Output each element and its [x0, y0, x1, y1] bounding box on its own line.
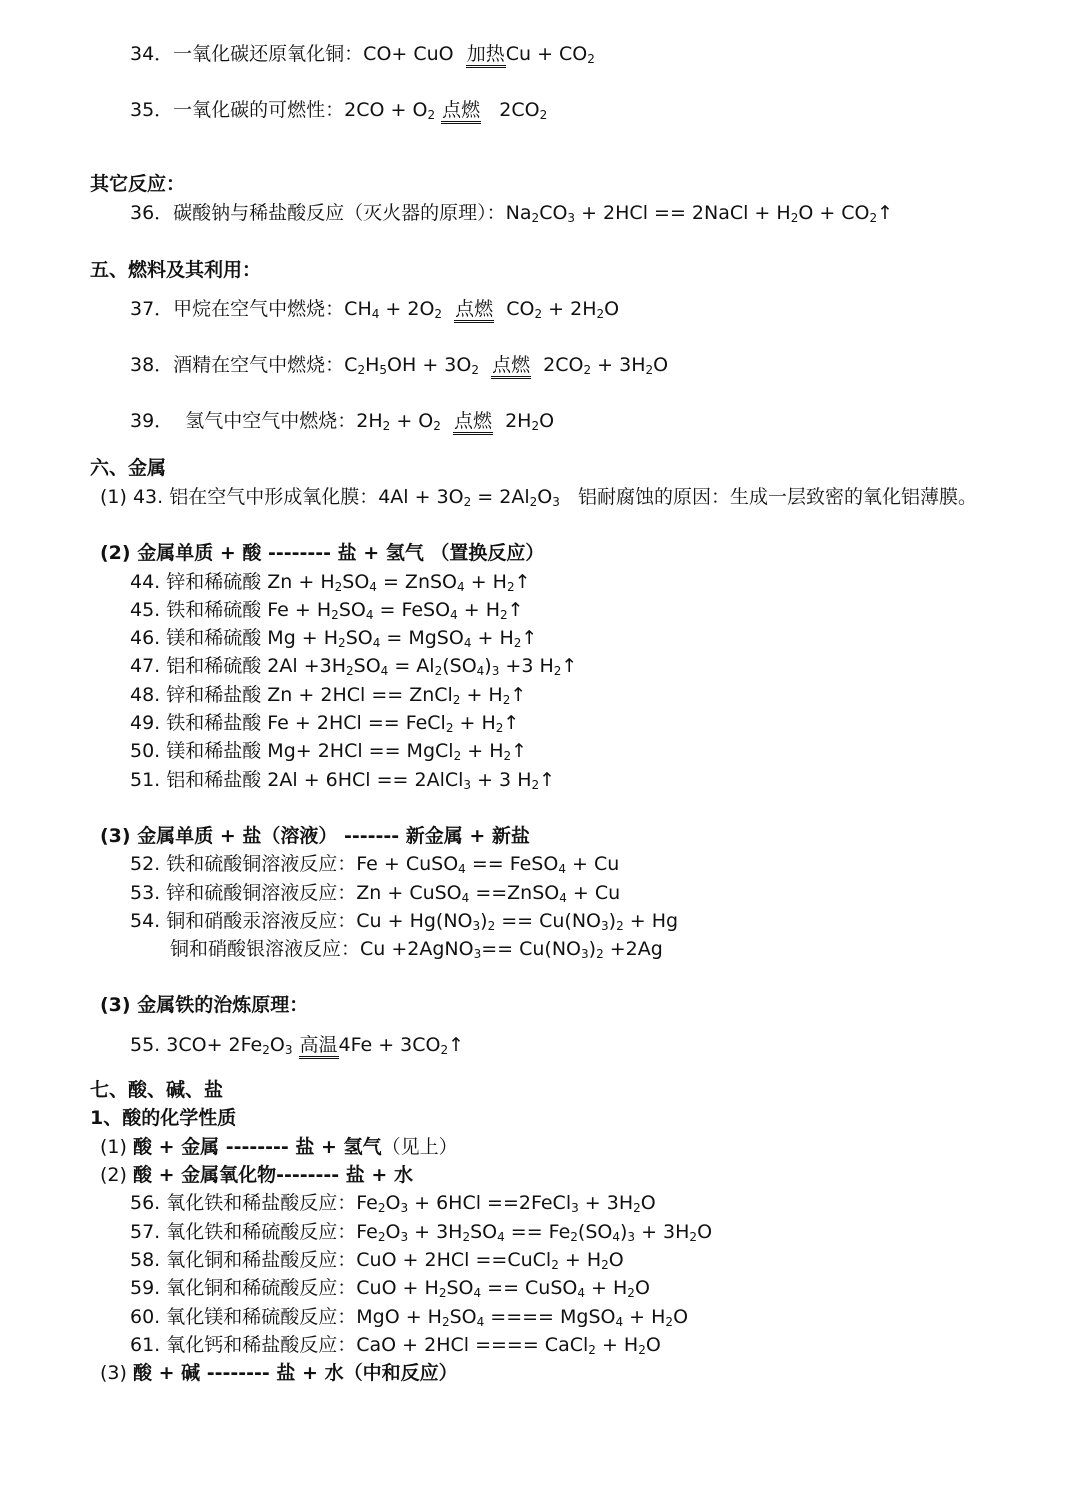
subscript: 2	[553, 664, 562, 678]
subscript: 4	[369, 580, 377, 594]
equation-line	[130, 1218, 712, 1246]
subscript: 2	[869, 211, 878, 225]
subscript: 3	[567, 211, 576, 225]
subscript: 2	[338, 636, 346, 650]
subscript: 2	[377, 1201, 386, 1215]
text-run: ↑	[510, 684, 527, 706]
text-run: 酸 + 金属 -------- 盐 + 氢气	[132, 1136, 382, 1158]
text-run: (3) 金属单质 + 盐（溶液） ------- 新金属 + 新盐	[100, 825, 530, 847]
text-run: 56. 氧化铁和稀盐酸反应：Fe	[130, 1192, 378, 1214]
text-run: + H	[585, 1277, 628, 1299]
subscript: 2	[513, 636, 522, 650]
equation-line	[130, 199, 893, 227]
reaction-condition: 加热	[466, 43, 506, 68]
subscript: 3	[472, 919, 481, 933]
text-run: 酸 + 金属氧化物-------- 盐 + 水	[132, 1164, 413, 1186]
text-run: OH + 3O	[387, 354, 472, 376]
text-run: = ZnSO	[376, 571, 458, 593]
text-run: )	[480, 910, 488, 932]
text-run: O	[269, 1034, 285, 1056]
equation-line	[130, 407, 554, 435]
text-run: 38．酒精在空气中燃烧：C	[130, 354, 358, 376]
subscript: 2	[583, 363, 592, 377]
text-run: 37．甲烷在空气中燃烧：CH	[130, 298, 372, 320]
text-run: 58. 氧化铜和稀盐酸反应：CuO + 2HCl ==CuCl	[130, 1249, 552, 1271]
subscript: 2	[346, 664, 354, 678]
subscript: 4	[615, 1315, 624, 1329]
subscript: 4	[473, 1286, 482, 1300]
text-run: 七、酸、碱、盐	[90, 1079, 224, 1101]
subscript: 2	[627, 1286, 635, 1300]
text-run: (SO	[442, 655, 477, 677]
text-run: 2H	[493, 410, 532, 432]
text-run: 34．一氧化碳还原氧化铜：CO+ CuO	[130, 43, 466, 65]
text-run: 36．碳酸钠与稀盐酸反应（灭火器的原理）：Na	[130, 202, 532, 224]
text-run	[441, 410, 453, 432]
equation-line	[130, 709, 519, 737]
equation-line	[130, 1246, 624, 1274]
text-run: 2CO	[531, 354, 584, 376]
subscript: 2	[441, 1315, 450, 1329]
text-run: ↑	[877, 202, 894, 224]
subscript: 4	[463, 636, 472, 650]
text-run: + 6HCl ==2FeCl	[408, 1192, 572, 1214]
equation-line	[130, 1189, 656, 1217]
subscript: 2	[596, 947, 604, 961]
text-run: + H	[623, 1306, 666, 1328]
text-run: + H	[457, 599, 500, 621]
subscript: 4	[372, 636, 381, 650]
text-run: O	[673, 1306, 689, 1328]
text-run: O	[645, 1334, 661, 1356]
subscript: 2	[645, 363, 654, 377]
text-run: O	[604, 298, 620, 320]
text-run: (3)	[100, 1362, 133, 1384]
text-run: SO	[446, 1277, 474, 1299]
section-heading	[90, 170, 185, 198]
text-run	[442, 298, 454, 320]
subscript: 2	[665, 1315, 674, 1329]
text-run: + H	[460, 684, 503, 706]
subscript: 2	[531, 419, 540, 433]
text-run: （见上）	[381, 1136, 458, 1158]
reaction-condition: 点燃	[441, 99, 481, 124]
subscript: 2	[331, 608, 339, 622]
subscript: 2	[529, 495, 538, 509]
text-run: O	[697, 1221, 713, 1243]
equation-line	[130, 907, 678, 935]
equation-line	[130, 40, 595, 68]
subscript: 2	[601, 1258, 609, 1272]
equation-line	[130, 850, 619, 878]
subscript: 2	[495, 721, 504, 735]
text-run: 49. 铁和稀盐酸 Fe + 2HCl == FeCl	[130, 712, 446, 734]
text-run: 六、金属	[90, 457, 167, 479]
equation-line	[130, 1031, 464, 1059]
subscript: 2	[453, 749, 462, 763]
text-run: 57. 氧化铁和稀硫酸反应：Fe	[130, 1221, 378, 1243]
subscript: 2	[262, 1043, 270, 1057]
text-run: O	[539, 410, 555, 432]
text-run: 47. 铝和稀硫酸 2Al +3H	[130, 655, 346, 677]
subscript: 4	[497, 1230, 505, 1244]
subscript: 4	[577, 1286, 585, 1300]
equation-line	[170, 935, 663, 963]
text-run: CO	[539, 202, 568, 224]
text-run: 54. 铜和硝酸汞溶液反应：Cu + Hg(NO	[130, 910, 473, 932]
text-run: CO	[494, 298, 535, 320]
text-run: + 3H	[635, 1221, 690, 1243]
subscript: 4	[450, 608, 458, 622]
text-run: == Cu(NO	[495, 910, 602, 932]
text-run: + 3H	[578, 1192, 634, 1214]
text-run: +3 H	[499, 655, 554, 677]
text-run: (1) 43. 铝在空气中形成氧化膜：4Al + 3O	[100, 486, 464, 508]
equation-line	[100, 1161, 413, 1189]
subscript: 2	[570, 1230, 578, 1244]
text-run: ↑	[521, 627, 538, 649]
section-heading	[100, 822, 530, 850]
reaction-condition: 高温	[299, 1034, 339, 1059]
text-run: ↑	[539, 769, 556, 791]
subscript: 3	[473, 947, 482, 961]
subscript: 2	[689, 1230, 698, 1244]
subscript: 2	[616, 919, 624, 933]
text-run: 51. 铝和稀盐酸 2Al + 6HCl == 2AlCl	[130, 769, 464, 791]
subscript: 3	[571, 1201, 579, 1215]
text-run: 61. 氧化钙和稀盐酸反应：CaO + 2HCl ==== CaCl	[130, 1334, 589, 1356]
text-run: )	[588, 938, 597, 960]
subscript: 2	[596, 307, 605, 321]
subscript: 3	[463, 778, 472, 792]
text-run: + 3 H	[471, 769, 532, 791]
text-run: 50. 镁和稀盐酸 Mg+ 2HCl == MgCl	[130, 740, 454, 762]
text-run: 53. 锌和硫酸铜溶液反应：Zn + CuSO	[130, 882, 462, 904]
text-run: 55. 3CO+ 2Fe	[130, 1034, 263, 1056]
subscript: 4	[365, 608, 374, 622]
text-run: SO	[449, 1306, 477, 1328]
text-run: SO	[345, 627, 373, 649]
text-run: 其它反应：	[90, 173, 186, 195]
text-run: SO	[342, 571, 370, 593]
text-run: + Cu	[565, 853, 620, 875]
subscript: 2	[463, 495, 472, 509]
text-run: (SO	[577, 1221, 613, 1243]
text-run: O	[385, 1192, 401, 1214]
subscript: 2	[633, 1201, 641, 1215]
subscript: 3	[552, 495, 560, 509]
text-run: + 2H	[542, 298, 597, 320]
text-run: + H	[464, 571, 507, 593]
equation-line	[100, 1359, 458, 1387]
text-run: + 3H	[408, 1221, 463, 1243]
equation-line	[130, 568, 531, 596]
text-run: O	[608, 1249, 624, 1271]
text-run: 1、酸的化学性质	[90, 1107, 237, 1129]
text-run: 铜和硝酸银溶液反应：Cu +2AgNO	[170, 938, 474, 960]
text-run: 4Fe + 3CO	[338, 1034, 441, 1056]
subscript: 4	[380, 664, 389, 678]
subscript: 2	[334, 580, 343, 594]
subscript: 2	[377, 1230, 386, 1244]
text-run: ↑	[561, 655, 578, 677]
text-run: (3) 金属铁的治炼原理：	[100, 994, 309, 1016]
text-run: 2CO	[481, 99, 540, 121]
text-run: (2) 金属单质 + 酸 -------- 盐 + 氢气 （置换反应）	[100, 542, 545, 564]
subscript: 2	[462, 1230, 471, 1244]
text-run: O	[385, 1221, 401, 1243]
equation-line	[130, 1274, 650, 1302]
text-run: + H	[558, 1249, 602, 1271]
subscript: 2	[506, 580, 515, 594]
text-run: SO	[338, 599, 366, 621]
subscript: 4	[371, 307, 380, 321]
subscript: 2	[502, 693, 511, 707]
text-run: Cu + CO	[505, 43, 588, 65]
subscript: 2	[487, 919, 496, 933]
text-run: SO	[353, 655, 381, 677]
text-run	[479, 354, 491, 376]
subscript: 2	[434, 307, 443, 321]
text-run: + H	[453, 712, 496, 734]
section-heading	[100, 991, 308, 1019]
equation-line	[130, 766, 555, 794]
text-run: = MgSO	[380, 627, 464, 649]
equation-line	[130, 652, 577, 680]
text-run: )	[484, 655, 492, 677]
equation-line	[130, 96, 547, 124]
subscript: 4	[612, 1230, 620, 1244]
text-run: 44. 锌和稀硫酸 Zn + H	[130, 571, 335, 593]
subscript: 4	[559, 891, 567, 905]
text-run: == FeSO	[465, 853, 559, 875]
equation-line	[130, 681, 526, 709]
section-heading	[90, 256, 261, 284]
reaction-condition: 点燃	[453, 410, 493, 435]
subscript: 2	[588, 1343, 596, 1357]
subscript: 2	[551, 1258, 559, 1272]
text-run: 48. 锌和稀盐酸 Zn + 2HCl == ZnCl	[130, 684, 453, 706]
subscript: 2	[790, 211, 799, 225]
subscript: 2	[531, 778, 540, 792]
subscript: 2	[452, 693, 461, 707]
equation-line	[130, 737, 527, 765]
subscript: 3	[581, 947, 589, 961]
text-run: 酸 + 碱 -------- 盐 + 水（中和反应）	[132, 1362, 458, 1384]
text-run: ==== MgSO	[484, 1306, 616, 1328]
equation-line	[100, 483, 977, 511]
subscript: 2	[587, 52, 595, 66]
subscript: 2	[440, 1043, 449, 1057]
subscript: 3	[627, 1230, 636, 1244]
text-run: ==ZnSO	[469, 882, 560, 904]
text-run: ↑	[514, 571, 531, 593]
text-run: == CuSO	[481, 1277, 578, 1299]
subscript: 3	[284, 1043, 293, 1057]
text-run: 60. 氧化镁和稀硫酸反应：MgO + H	[130, 1306, 442, 1328]
text-run: + 2HCl == 2NaCl + H	[575, 202, 791, 224]
text-run: == Fe	[504, 1221, 571, 1243]
text-run: 59. 氧化铜和稀硫酸反应：CuO + H	[130, 1277, 439, 1299]
equation-line	[130, 351, 668, 379]
subscript: 2	[503, 749, 512, 763]
section-heading	[90, 1076, 223, 1104]
text-run: )	[608, 910, 617, 932]
text-run: 五、燃料及其利用：	[90, 259, 262, 281]
subscript: 3	[601, 919, 609, 933]
text-run: O	[634, 1277, 650, 1299]
equation-line	[130, 879, 620, 907]
text-run: + H	[461, 740, 504, 762]
text-run: +2Ag	[603, 938, 663, 960]
subscript: 3	[491, 664, 500, 678]
text-run: + O	[390, 410, 434, 432]
subscript: 4	[461, 891, 470, 905]
subscript: 4	[476, 1315, 485, 1329]
text-run: + H	[471, 627, 514, 649]
subscript: 2	[382, 419, 391, 433]
text-run: O + CO	[798, 202, 870, 224]
text-run: 45. 铁和稀硫酸 Fe + H	[130, 599, 332, 621]
equation-line	[130, 596, 524, 624]
reaction-condition: 点燃	[491, 354, 531, 379]
subscript: 2	[433, 419, 441, 433]
subscript: 3	[400, 1230, 409, 1244]
text-run: O	[653, 354, 669, 376]
equation-line	[130, 295, 619, 323]
subscript: 5	[379, 363, 388, 377]
subscript: 4	[457, 580, 465, 594]
subscript: 3	[400, 1201, 409, 1215]
subscript: 2	[500, 608, 508, 622]
text-run: 52. 铁和硫酸铜溶液反应：Fe + CuSO	[130, 853, 459, 875]
text-run: + H	[595, 1334, 639, 1356]
subscript: 2	[445, 721, 454, 735]
section-heading	[90, 454, 166, 482]
equation-line	[100, 1133, 458, 1161]
text-run: )	[619, 1221, 628, 1243]
text-run: = FeSO	[373, 599, 451, 621]
subscript: 2	[434, 664, 443, 678]
equation-line	[130, 1303, 688, 1331]
text-run: (2)	[100, 1164, 133, 1186]
section-heading	[100, 539, 544, 567]
text-run: SO	[470, 1221, 498, 1243]
text-run: 39． 氢气中空气中燃烧：2H	[130, 410, 383, 432]
text-run: + 2O	[379, 298, 435, 320]
subscript: 2	[357, 363, 366, 377]
text-run: (1)	[100, 1136, 133, 1158]
section-heading	[90, 1104, 236, 1132]
text-run: ↑	[503, 712, 520, 734]
reaction-condition: 点燃	[454, 298, 494, 323]
subscript: 2	[534, 307, 543, 321]
text-run: 35．一氧化碳的可燃性：2CO + O	[130, 99, 428, 121]
text-run: ↑	[507, 599, 524, 621]
subscript: 2	[539, 108, 548, 122]
subscript: 4	[558, 862, 566, 876]
text-run: = Al	[388, 655, 435, 677]
equation-line	[130, 624, 537, 652]
text-run: ↑	[448, 1034, 465, 1056]
text-run: + 3H	[591, 354, 646, 376]
subscript: 2	[427, 108, 436, 122]
subscript: 2	[438, 1286, 447, 1300]
text-run: H	[365, 354, 380, 376]
text-run: = 2Al	[471, 486, 530, 508]
text-run: ↑	[511, 740, 528, 762]
text-run: == Cu(NO	[481, 938, 582, 960]
text-run: O	[640, 1192, 656, 1214]
subscript: 2	[471, 363, 479, 377]
equation-line	[130, 1331, 661, 1359]
text-run: 46. 镁和稀硫酸 Mg + H	[130, 627, 339, 649]
subscript: 2	[638, 1343, 646, 1357]
text-run: + Hg	[623, 910, 679, 932]
text-run: 铝耐腐蚀的原因：生成一层致密的氧化铝薄膜。	[559, 486, 978, 508]
subscript: 4	[476, 664, 485, 678]
subscript: 4	[458, 862, 466, 876]
text-run: O	[537, 486, 553, 508]
text-run: + Cu	[566, 882, 621, 904]
subscript: 2	[531, 211, 540, 225]
